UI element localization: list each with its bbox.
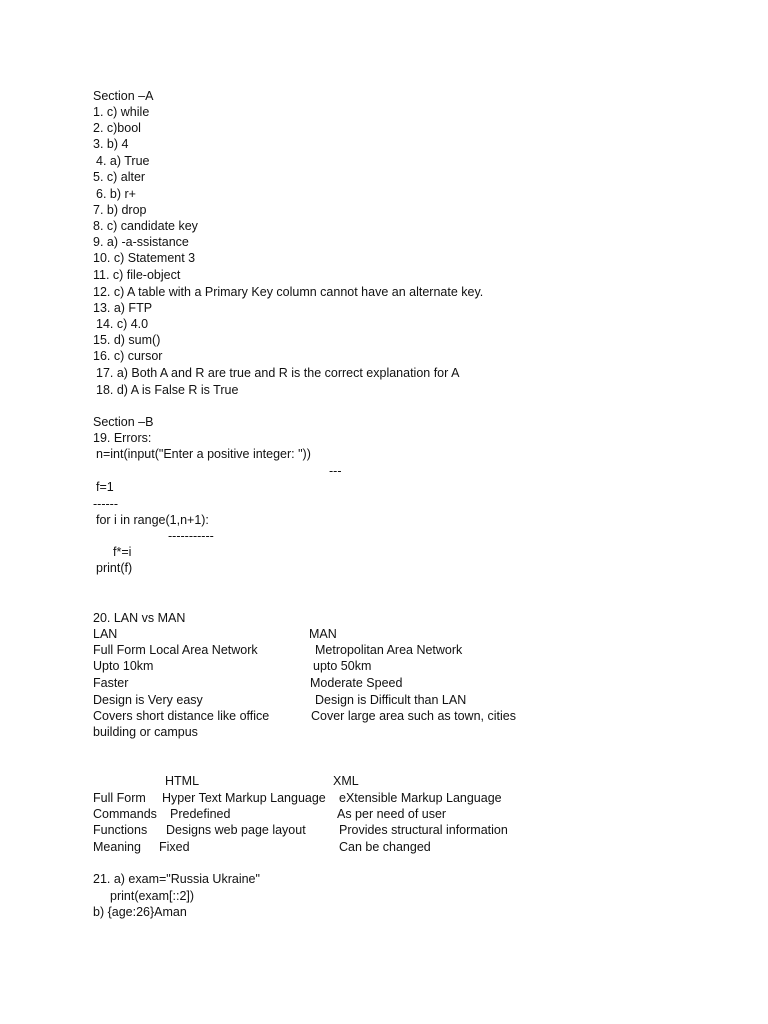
answer-item: 7. b) drop <box>93 203 147 217</box>
html-xml-label: Commands <box>93 807 157 821</box>
q21-line: b) {age:26}Aman <box>93 905 187 919</box>
lan-man-cell: Metropolitan Area Network <box>315 643 463 657</box>
lan-man-cell: LAN <box>93 627 118 641</box>
code-line: n=int(input("Enter a positive integer: ")) <box>96 447 311 461</box>
html-xml-cell: Hyper Text Markup Language <box>162 791 326 805</box>
lan-man-cell: Covers short distance like office <box>93 709 270 723</box>
lan-man-cell: Faster <box>93 676 129 690</box>
lan-man-cell: MAN <box>309 627 337 641</box>
html-xml-cell: Predefined <box>170 807 231 821</box>
answer-item: 3. b) 4 <box>93 137 129 151</box>
html-xml-label: Full Form <box>93 791 146 805</box>
lan-man-cell: Design is Difficult than LAN <box>315 693 467 707</box>
lan-man-cell: building or campus <box>93 725 198 739</box>
answer-item: 15. d) sum() <box>93 333 161 347</box>
answer-item: 9. a) -a-ssistance <box>93 235 189 249</box>
answer-item: 4. a) True <box>96 154 150 168</box>
error-marker: ------ <box>93 497 118 511</box>
html-xml-label: Meaning <box>93 840 141 854</box>
html-xml-header: XML <box>333 774 359 788</box>
code-line: f=1 <box>96 480 114 494</box>
q20-heading: 20. LAN vs MAN <box>93 611 186 625</box>
html-xml-label: Functions <box>93 823 148 837</box>
q19-heading: 19. Errors: <box>93 431 152 445</box>
code-line: for i in range(1,n+1): <box>96 513 209 527</box>
q21-line: 21. a) exam="Russia Ukraine" <box>93 872 260 886</box>
answer-item: 11. c) file-object <box>93 268 181 282</box>
code-line: print(f) <box>96 561 133 575</box>
lan-man-cell: Cover large area such as town, cities <box>311 709 516 723</box>
answer-item: 14. c) 4.0 <box>96 317 149 331</box>
answer-item: 17. a) Both A and R are true and R is the correct explanation for A <box>96 366 460 380</box>
answer-item: 16. c) cursor <box>93 349 163 363</box>
lan-man-cell: Design is Very easy <box>93 693 203 707</box>
section-b-title: Section –B <box>93 415 154 429</box>
lan-man-cell: Moderate Speed <box>310 676 403 690</box>
answer-item: 5. c) alter <box>93 170 146 184</box>
error-marker: ----------- <box>168 529 214 543</box>
lan-man-cell: upto 50km <box>313 659 372 673</box>
html-xml-cell: As per need of user <box>337 807 447 821</box>
html-xml-cell: Fixed <box>159 840 190 854</box>
answer-item: 13. a) FTP <box>93 301 153 315</box>
answer-item: 2. c)bool <box>93 121 141 135</box>
answer-item: 18. d) A is False R is True <box>96 383 239 397</box>
code-line: f*=i <box>113 545 132 559</box>
error-marker: --- <box>329 464 342 478</box>
html-xml-header: HTML <box>165 774 200 788</box>
section-a-title: Section –A <box>93 89 154 103</box>
html-xml-cell: Designs web page layout <box>166 823 306 837</box>
q21-line: print(exam[::2]) <box>110 889 195 903</box>
answer-item: 12. c) A table with a Primary Key column cannot have an alternate key. <box>93 285 484 299</box>
html-xml-cell: Can be changed <box>339 840 431 854</box>
html-xml-cell: Provides structural information <box>339 823 508 837</box>
html-xml-cell: eXtensible Markup Language <box>339 791 502 805</box>
lan-man-cell: Full Form Local Area Network <box>93 643 258 657</box>
answer-item: 8. c) candidate key <box>93 219 198 233</box>
lan-man-cell: Upto 10km <box>93 659 154 673</box>
answer-item: 10. c) Statement 3 <box>93 251 196 265</box>
answer-item: 1. c) while <box>93 105 150 119</box>
answer-item: 6. b) r+ <box>96 187 136 201</box>
